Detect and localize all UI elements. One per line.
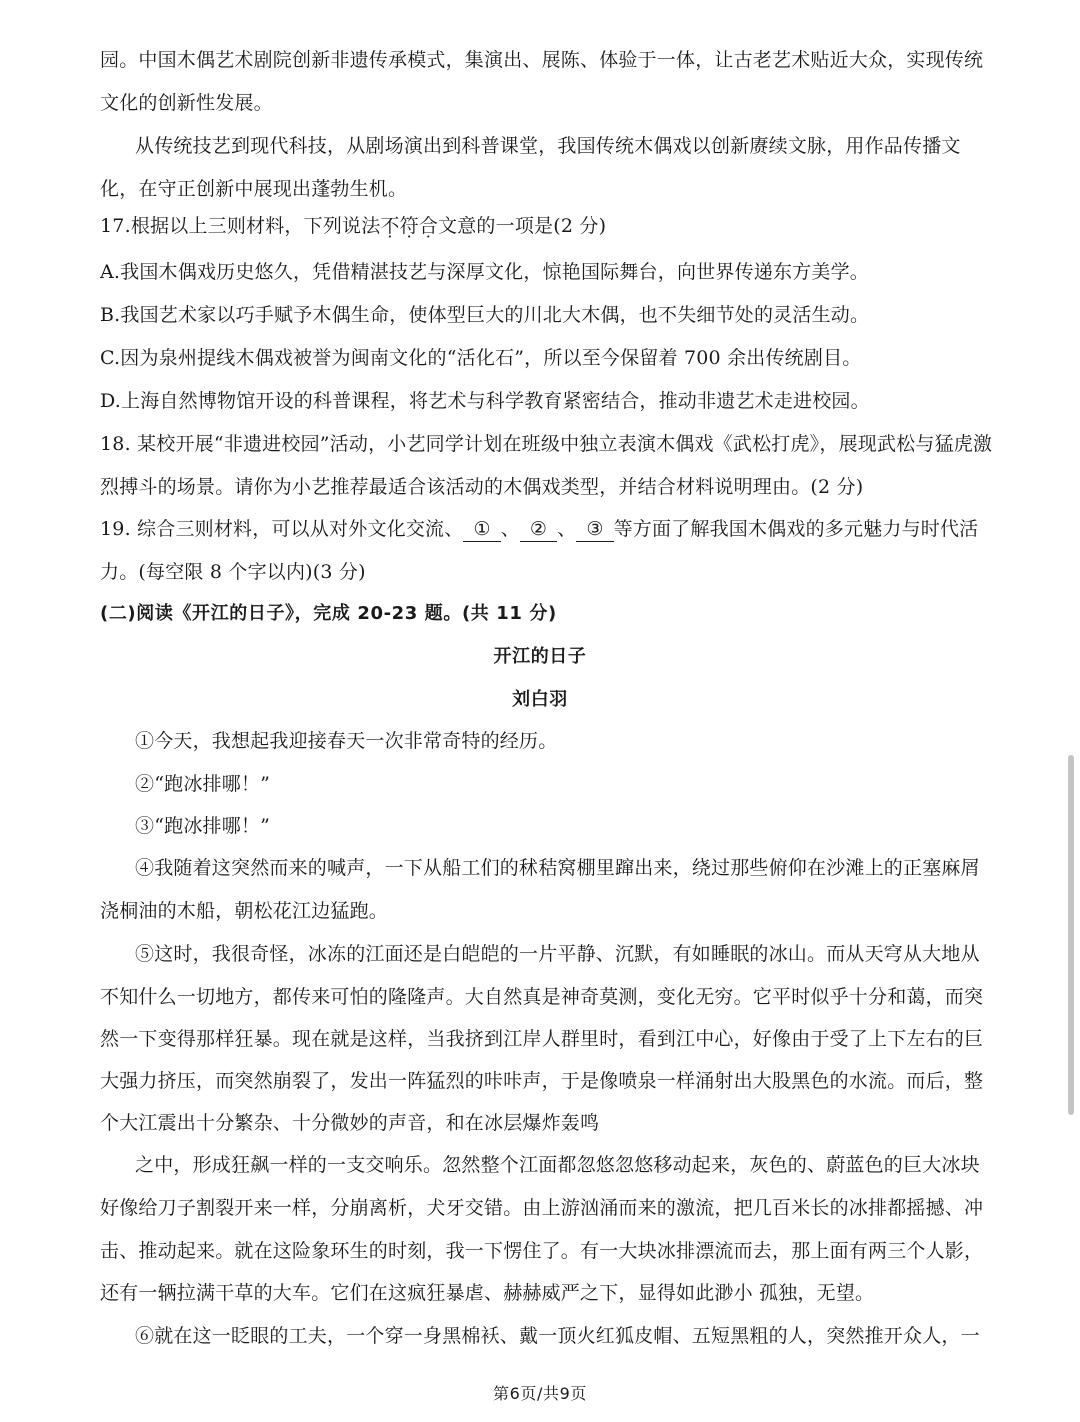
option-c: C.因为泉州提线木偶戏被誉为闽南文化的“活化石”，所以至今保留着 700 余出传统剧目。: [100, 347, 862, 369]
question-19-cont: 力。(每空限 8 个字以内)(3 分): [100, 561, 366, 583]
scrollbar-thumb[interactable]: [1068, 755, 1074, 1115]
question-19-text: 等方面了解我国木偶戏的多元魅力与时代活: [613, 518, 979, 540]
paragraph-4-cont: 浇桐油的木船，朝松花江边猛跑。: [100, 900, 389, 922]
text-line: 文化的创新性发展。: [100, 92, 273, 114]
text-line: 园。中国木偶艺术剧院创新非遗传承模式，集演出、展陈、体验于一体，让古老艺术贴近大众，实现传统: [100, 49, 984, 71]
emphasis-char: 合: [418, 215, 439, 237]
option-d: D.上海自然博物馆开设的科普课程，将艺术与科学教育紧密结合，推动非遗艺术走进校园。: [100, 390, 870, 412]
separator: 、: [500, 518, 520, 540]
question-18: 18. 某校开展“非遗进校园”活动，小艺同学计划在班级中独立表演木偶戏《武松打虎》，展现武松与猛虎激: [100, 433, 993, 455]
emphasis-char: 不: [380, 215, 400, 237]
paragraph-4: ④我随着这突然而来的喊声，一下从船工们的秫秸窝棚里蹿出来，绕过那些俯仰在沙滩上的正塞麻屑: [135, 857, 980, 879]
paragraph-5-cont: 不知什么一切地方，都传来可怕的隆隆声。大自然真是神奇莫测，变化无穷。它平时似乎十分和蔼，而突: [100, 986, 984, 1008]
text-line: 化，在守正创新中展现出蓬勃生机。: [100, 178, 408, 200]
paragraph-5-cont: 大强力挤压，而突然崩裂了，发出一阵猛烈的咔咔声，于是像喷泉一样涌射出大股黑色的水流。而后，整: [100, 1070, 984, 1092]
paragraph-5-cont: 个大江震出十分繁杂、十分微妙的声音，和在冰层爆炸轰鸣: [100, 1112, 600, 1134]
page-number: 第6页/共9页: [493, 1384, 587, 1403]
question-19-text: 19. 综合三则材料，可以从对外文化交流、: [100, 518, 464, 540]
paragraph-1: ①今天，我想起我迎接春天一次非常奇特的经历。: [135, 730, 558, 752]
paragraph-5-cont: 然一下变得那样狂暴。现在就是这样，当我挤到江岸人群里时，看到江中心，好像由于受了上下左右的巨: [100, 1028, 984, 1050]
article-title: 开江的日子: [493, 646, 587, 667]
answer-blank-2: ②: [520, 517, 557, 542]
article-author: 刘白羽: [512, 689, 568, 710]
paragraph-2: ②“跑冰排哪！”: [135, 773, 271, 795]
paragraph-5-cont: 还有一辆拉满干草的大车。它们在这疯狂暴虐、赫赫威严之下，显得如此渺小 孤独，无望。: [100, 1282, 875, 1304]
text-line: 从传统技艺到现代科技，从剧场演出到科普课堂，我国传统木偶戏以创新赓续文脉，用作品传播文: [135, 135, 961, 157]
question-18-cont: 烈搏斗的场景。请你为小艺推荐最适合该活动的木偶戏类型，并结合材料说明理由。(2 分): [100, 476, 864, 498]
question-19: [100, 515, 978, 543]
paragraph-5-cont: 之中，形成狂飙一样的一支交响乐。忽然整个江面都忽悠忽悠移动起来，灰色的、蔚蓝色的巨大冰块: [135, 1154, 980, 1176]
paragraph-5-cont: 好像给刀子割裂开来一样，分崩离析，犬牙交错。由上游汹涌而来的激流，把几百米长的冰排都摇撼、冲: [100, 1197, 984, 1219]
emphasis-char: 符: [399, 215, 419, 237]
question-17-stem-end: 文意的一项是(2 分): [438, 215, 607, 237]
question-17-stem-start: 17.根据以上三则材料，下列说法: [100, 215, 381, 237]
paragraph-3: ③“跑冰排哪！”: [135, 815, 271, 837]
section-heading: (二)阅读《开江的日子》，完成 20-23 题。(共 11 分): [100, 603, 557, 624]
paragraph-5-cont: 击、推动起来。就在这险象环生的时刻，我一下愣住了。有一大块冰排漂流而去，那上面有两三个人影，: [100, 1240, 984, 1262]
paragraph-6: ⑥就在这一眨眼的工夫，一个穿一身黑棉袄、戴一顶火红狐皮帽、五短黑粗的人，突然推开众人，一: [135, 1325, 980, 1347]
separator: 、: [557, 518, 577, 540]
paragraph-5: ⑤这时，我很奇怪，冰冻的江面还是白皑皑的一片平静、沉默，有如睡眠的冰山。而从天穹从大地从: [135, 943, 980, 965]
option-b: B.我国艺术家以巧手赋予木偶生命，使体型巨大的川北大木偶，也不失细节处的灵活生动。: [100, 304, 870, 326]
answer-blank-1: ①: [463, 517, 500, 542]
question-17-stem: [100, 212, 606, 240]
answer-blank-3: ③: [576, 517, 613, 542]
option-a: A.我国木偶戏历史悠久，凭借精湛技艺与深厚文化，惊艳国际舞台，向世界传递东方美学。: [100, 261, 869, 283]
